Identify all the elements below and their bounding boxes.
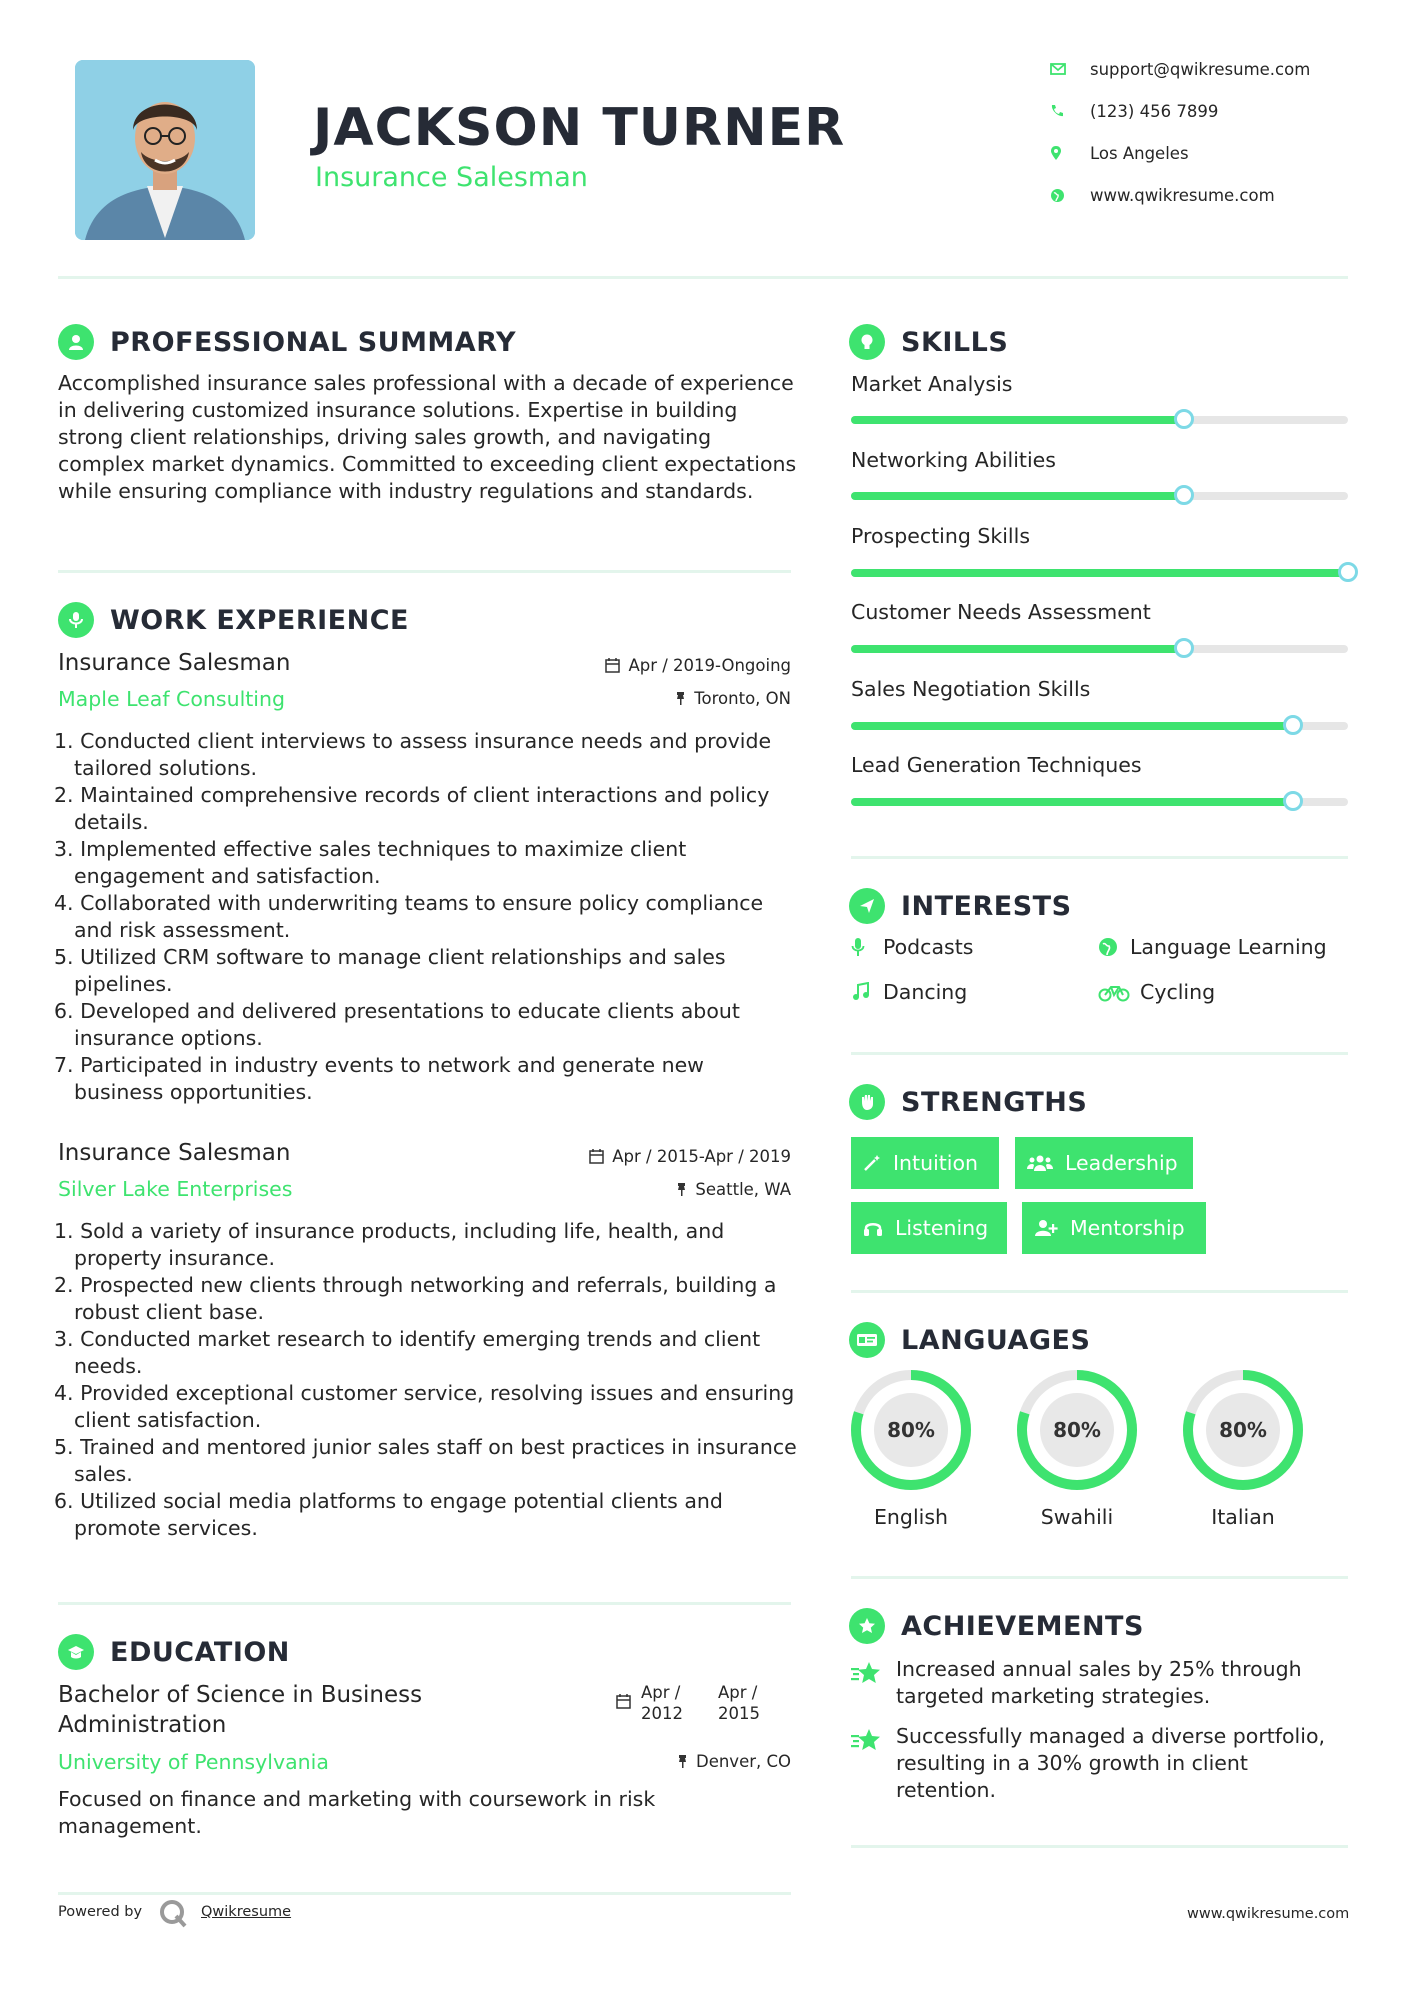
interest-language-learning bbox=[1098, 935, 1327, 959]
profile-photo bbox=[75, 60, 255, 240]
skill-label: Sales Negotiation Skills bbox=[851, 677, 1091, 701]
graduation-icon bbox=[58, 1634, 94, 1670]
language-english bbox=[849, 1368, 973, 1496]
strength-intuition bbox=[851, 1137, 999, 1189]
strengths-divider bbox=[851, 1290, 1348, 1293]
summary-heading bbox=[58, 324, 516, 360]
edu-end-1: Apr / bbox=[718, 1683, 758, 1702]
strength-listening bbox=[851, 1202, 1007, 1254]
language-ring bbox=[849, 1368, 973, 1492]
contact-phone-text: (123) 456 7899 bbox=[1090, 101, 1219, 121]
language-swahili bbox=[1015, 1368, 1139, 1496]
list-item: 5. Trained and mentored junior sales staff on best practices in insurance sales. bbox=[54, 1435, 797, 1486]
candidate-role: Insurance Salesman bbox=[315, 162, 588, 193]
contact-phone[interactable] bbox=[1050, 99, 1218, 123]
job-2-bullets bbox=[54, 1218, 799, 1542]
language-italian bbox=[1181, 1368, 1305, 1496]
briefcase-icon bbox=[58, 602, 94, 638]
achievements-divider bbox=[851, 1845, 1348, 1848]
interest-label: Podcasts bbox=[883, 935, 974, 959]
interest-label: Language Learning bbox=[1130, 935, 1327, 959]
job-1-location bbox=[500, 689, 791, 708]
language-percent: 80% bbox=[1053, 1418, 1101, 1442]
edu-start-2: 2012 bbox=[641, 1704, 683, 1723]
strength-label: Intuition bbox=[893, 1151, 979, 1175]
list-item: 6. Utilized social media platforms to engage potential clients and promote services. bbox=[54, 1489, 723, 1540]
language-percent: 80% bbox=[1219, 1418, 1267, 1442]
language-percent: 80% bbox=[887, 1418, 935, 1442]
skill-bar bbox=[851, 492, 1348, 500]
summary-divider bbox=[58, 570, 791, 573]
phone-icon bbox=[1050, 104, 1090, 118]
skills-divider bbox=[851, 856, 1348, 859]
list-item: 4. Collaborated with underwriting teams to ensure policy compliance and risk assessment. bbox=[54, 891, 764, 942]
skill-bar bbox=[851, 416, 1348, 424]
list-item: 4. Provided exceptional customer service, resolving issues and ensuring client satisfaction. bbox=[54, 1381, 795, 1432]
header-divider bbox=[58, 276, 1348, 279]
skills-title: SKILLS bbox=[901, 326, 1009, 358]
globe-icon bbox=[1098, 937, 1130, 957]
candidate-name: JACKSON TURNER bbox=[313, 98, 846, 158]
skill-bar-fill bbox=[851, 798, 1293, 806]
contact-website[interactable] bbox=[1050, 183, 1275, 207]
user-icon bbox=[58, 324, 94, 360]
envelope-icon bbox=[1050, 63, 1090, 75]
achievements-title: ACHIEVEMENTS bbox=[901, 1610, 1144, 1642]
summary-text: Accomplished insurance sales professional with a decade of experience in delivering customized insurance solutions. Expertise in building strong client relationships, driving sales growth, and navigating complex market dynamics. Committed to exceeding client expectations while ensuring compliance with industry regulations and standards. bbox=[58, 371, 797, 503]
work-heading bbox=[58, 602, 409, 638]
footer-url[interactable]: www.qwikresume.com bbox=[1187, 1906, 1350, 1922]
lightbulb-icon bbox=[849, 324, 885, 360]
interest-cycling bbox=[1098, 980, 1215, 1004]
strength-mentorship bbox=[1022, 1202, 1206, 1254]
language-label: Italian bbox=[1211, 1505, 1275, 1529]
interest-label: Cycling bbox=[1140, 980, 1216, 1004]
skill-bar-knob bbox=[1283, 715, 1303, 735]
education-divider bbox=[58, 1892, 791, 1895]
language-label: Swahili bbox=[1040, 1505, 1114, 1529]
job-1-bullets bbox=[54, 728, 799, 1106]
interest-label: Dancing bbox=[883, 980, 968, 1004]
list-item: 3. Implemented effective sales techniques to maximize client engagement and satisfaction. bbox=[54, 837, 687, 888]
job-2-title: Insurance Salesman bbox=[58, 1140, 291, 1166]
edu-location bbox=[560, 1752, 791, 1771]
skills-heading bbox=[849, 324, 1008, 360]
strength-label: Mentorship bbox=[1070, 1216, 1185, 1240]
strengths-heading bbox=[849, 1084, 1087, 1120]
bicycle-icon bbox=[1098, 982, 1140, 1002]
list-item: 2. Maintained comprehensive records of client interactions and policy details. bbox=[54, 783, 770, 834]
job-1-dates-text: Apr / 2019-Ongoing bbox=[628, 656, 791, 675]
job-1-title: Insurance Salesman bbox=[58, 650, 291, 676]
contact-email-text: support@qwikresume.com bbox=[1090, 59, 1311, 79]
skill-bar bbox=[851, 569, 1348, 577]
interests-divider bbox=[851, 1052, 1348, 1055]
skill-bar-fill bbox=[851, 569, 1348, 577]
skill-bar-fill bbox=[851, 492, 1184, 500]
skill-bar-knob bbox=[1174, 638, 1194, 658]
calendar-icon bbox=[589, 1149, 604, 1164]
skill-bar bbox=[851, 645, 1348, 653]
calendar-icon bbox=[605, 658, 620, 673]
magic-wand-icon bbox=[863, 1154, 881, 1172]
summary-title: PROFESSIONAL SUMMARY bbox=[110, 326, 517, 358]
skill-label: Lead Generation Techniques bbox=[851, 753, 1142, 777]
skill-label: Market Analysis bbox=[851, 372, 1013, 396]
skill-bar-knob bbox=[1174, 485, 1194, 505]
pin-icon bbox=[677, 1754, 688, 1769]
list-item: 1. Sold a variety of insurance products, including life, health, and property insurance. bbox=[54, 1219, 725, 1270]
school-name: University of Pennsylvania bbox=[58, 1750, 329, 1774]
job-1-dates bbox=[500, 656, 791, 675]
skill-bar-knob bbox=[1338, 562, 1358, 582]
achievement-item: Successfully managed a diverse portfolio, resulting in a 30% growth in client retention. bbox=[896, 1724, 1326, 1802]
star-icon bbox=[849, 1608, 885, 1644]
work-title: WORK EXPERIENCE bbox=[110, 604, 409, 636]
hand-icon bbox=[849, 1084, 885, 1120]
job-2-location bbox=[500, 1180, 791, 1199]
degree-line-1: Bachelor of Science in Business bbox=[58, 1682, 423, 1708]
skill-bar bbox=[851, 798, 1348, 806]
languages-heading bbox=[849, 1322, 1090, 1358]
list-item: 3. Conducted market research to identify emerging trends and client needs. bbox=[54, 1327, 761, 1378]
skill-bar-fill bbox=[851, 645, 1184, 653]
contact-website-text: www.qwikresume.com bbox=[1090, 185, 1275, 205]
qwikresume-logo-icon bbox=[158, 1898, 188, 1932]
strength-leadership bbox=[1015, 1137, 1193, 1189]
education-title: EDUCATION bbox=[110, 1636, 290, 1668]
language-ring bbox=[1015, 1368, 1139, 1492]
skill-label: Customer Needs Assessment bbox=[851, 600, 1151, 624]
job-2-dates bbox=[500, 1147, 791, 1166]
interests-title: INTERESTS bbox=[901, 890, 1072, 922]
skill-bar-knob bbox=[1283, 791, 1303, 811]
work-divider bbox=[58, 1602, 791, 1605]
contact-location-text: Los Angeles bbox=[1090, 143, 1189, 163]
map-pin-icon bbox=[1050, 145, 1090, 161]
contact-location bbox=[1050, 141, 1189, 165]
paper-plane-icon bbox=[849, 888, 885, 924]
headphones-icon bbox=[863, 1219, 883, 1237]
list-item: 2. Prospected new clients through networking and referrals, building a robust client base. bbox=[54, 1273, 777, 1324]
skill-label: Networking Abilities bbox=[851, 448, 1056, 472]
user-plus-icon bbox=[1034, 1219, 1058, 1237]
achievement-star-icon bbox=[851, 1660, 883, 1690]
globe-icon bbox=[1050, 188, 1090, 203]
microphone-icon bbox=[851, 937, 883, 957]
achievement-star-icon bbox=[851, 1727, 883, 1757]
calendar-icon bbox=[616, 1694, 631, 1713]
strength-label: Listening bbox=[895, 1216, 989, 1240]
pin-icon bbox=[676, 1182, 687, 1197]
edu-start-1: Apr / bbox=[641, 1683, 681, 1702]
edu-end-2: 2015 bbox=[718, 1704, 760, 1723]
interest-dancing bbox=[851, 980, 967, 1004]
language-ring bbox=[1181, 1368, 1305, 1492]
skill-bar-fill bbox=[851, 416, 1184, 424]
degree-line-2: Administration bbox=[58, 1712, 227, 1738]
qwikresume-link[interactable]: Qwikresume bbox=[201, 1904, 292, 1920]
list-item: 6. Developed and delivered presentations to educate clients about insurance options. bbox=[54, 999, 740, 1050]
achievement-item: Increased annual sales by 25% through targeted marketing strategies. bbox=[896, 1657, 1302, 1708]
language-label: English bbox=[873, 1505, 949, 1529]
achievements-heading bbox=[849, 1608, 1144, 1644]
job-1-company: Maple Leaf Consulting bbox=[58, 687, 286, 711]
strengths-title: STRENGTHS bbox=[901, 1086, 1088, 1118]
list-item: 1. Conducted client interviews to assess insurance needs and provide tailored solutions. bbox=[54, 729, 772, 780]
skill-bar-fill bbox=[851, 722, 1293, 730]
interests-heading bbox=[849, 888, 1072, 924]
skill-bar bbox=[851, 722, 1348, 730]
job-2-dates-text: Apr / 2015-Apr / 2019 bbox=[612, 1147, 791, 1166]
languages-title: LANGUAGES bbox=[901, 1324, 1091, 1356]
languages-divider bbox=[851, 1576, 1348, 1579]
powered-by-label: Powered by bbox=[58, 1904, 143, 1920]
contact-email[interactable] bbox=[1050, 57, 1310, 81]
list-item: 5. Utilized CRM software to manage client relationships and sales pipelines. bbox=[54, 945, 726, 996]
job-1-location-text: Toronto, ON bbox=[694, 689, 791, 708]
skill-label: Prospecting Skills bbox=[851, 524, 1031, 548]
pin-icon bbox=[675, 691, 686, 706]
music-note-icon bbox=[851, 982, 883, 1002]
language-card-icon bbox=[849, 1322, 885, 1358]
job-2-location-text: Seattle, WA bbox=[695, 1180, 791, 1199]
education-text: Focused on finance and marketing with coursework in risk management. bbox=[58, 1787, 656, 1838]
list-item: 7. Participated in industry events to network and generate new business opportunities. bbox=[54, 1053, 704, 1104]
edu-location-text: Denver, CO bbox=[695, 1752, 791, 1771]
skill-bar-knob bbox=[1174, 409, 1194, 429]
group-icon bbox=[1027, 1154, 1053, 1172]
strength-label: Leadership bbox=[1065, 1151, 1178, 1175]
interest-podcasts bbox=[851, 935, 973, 959]
education-heading bbox=[58, 1634, 290, 1670]
job-2-company: Silver Lake Enterprises bbox=[58, 1177, 293, 1201]
